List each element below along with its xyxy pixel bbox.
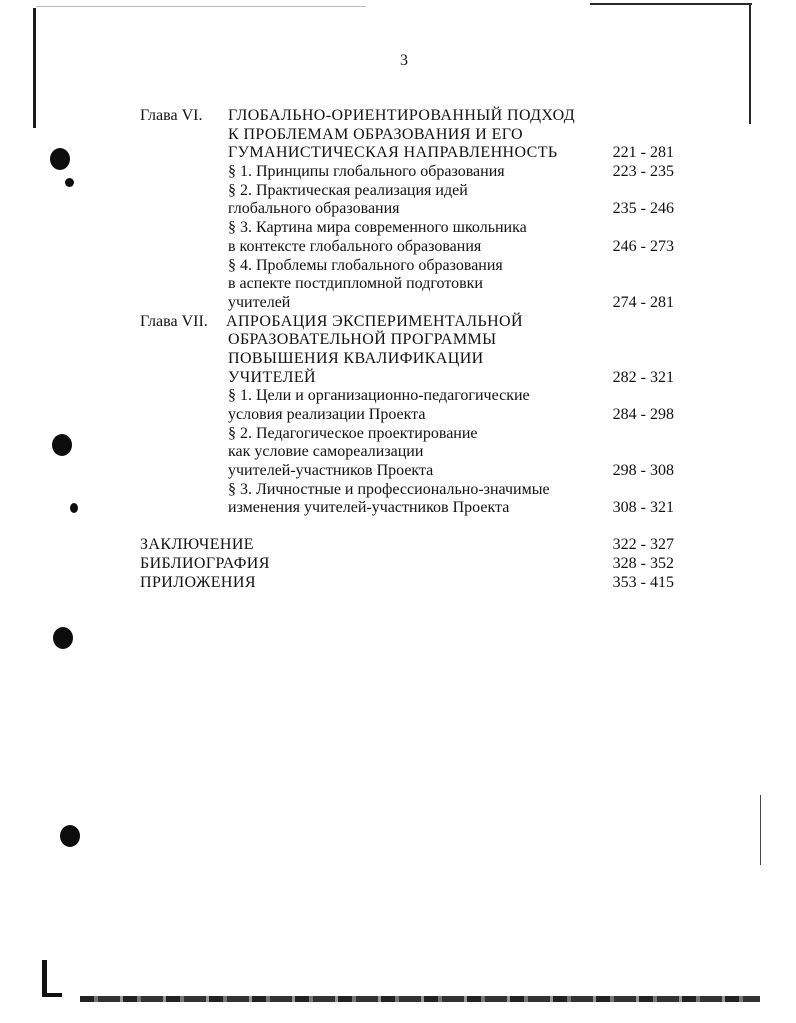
chapter-6-title-row-2 (140, 126, 680, 145)
chapter-6-title-line-2: К ПРОБЛЕМАМ ОБРАЗОВАНИЯ И ЕГО (228, 125, 523, 143)
chapter-7-title-line-4: УЧИТЕЛЕЙ (228, 368, 316, 386)
back-matter-entry (140, 555, 680, 574)
punch-hole-4 (60, 825, 80, 847)
scan-edge-left (33, 8, 36, 128)
section-pages: 223 - 235 (612, 163, 674, 181)
chapter-7-title-row-3 (140, 350, 680, 369)
chapter-6-label: Глава VI. (140, 107, 203, 124)
punch-hole-2 (52, 434, 72, 456)
chapter-7-title-row-2 (140, 331, 680, 350)
section-pages: 298 - 308 (612, 462, 674, 480)
scan-edge-top (36, 6, 366, 7)
toc-section-continuation (140, 294, 680, 313)
section-pages: 246 - 273 (612, 237, 674, 255)
scan-corner-bottom-left (42, 960, 47, 996)
toc-section-continuation (140, 406, 680, 425)
scan-edge-right (749, 4, 751, 124)
section-line: § 3. Картина мира современного школьника (228, 219, 527, 237)
back-matter-pages: 328 - 352 (612, 554, 674, 572)
back-matter-pages: 322 - 327 (612, 536, 674, 554)
section-pages: 284 - 298 (612, 406, 674, 423)
chapter-7-label: Глава VII. (140, 312, 208, 330)
page-number: 3 (400, 52, 408, 69)
section-pages: 274 - 281 (612, 293, 674, 311)
section-line: § 3. Личностные и профессионально-значимые (228, 480, 550, 498)
section-line: как условие самореализации (228, 443, 424, 461)
toc-section-continuation (140, 462, 680, 481)
scan-bottom-strip (80, 996, 760, 1002)
section-line: в контексте глобального образования (228, 237, 482, 255)
section-line: условия реализации Проекта (228, 406, 426, 423)
punch-mark-2 (70, 503, 78, 513)
toc-section (140, 257, 680, 276)
chapter-7-title-line-1: АПРОБАЦИЯ ЭКСПЕРИМЕНТАЛЬНОЙ (226, 312, 523, 330)
chapter-6-title-row-3 (140, 144, 680, 163)
toc-section-continuation (140, 443, 680, 462)
punch-mark-1 (65, 178, 74, 187)
punch-hole-1 (50, 148, 70, 170)
toc-section (140, 481, 680, 500)
scan-corner-bottom-left-foot (42, 993, 62, 997)
back-matter-title: ЗАКЛЮЧЕНИЕ (140, 536, 254, 554)
chapter-7-title-row-4 (140, 369, 680, 388)
section-line: § 4. Проблемы глобального образования (228, 256, 503, 274)
chapter-7-heading (140, 313, 680, 332)
section-pages: 235 - 246 (612, 200, 674, 218)
section-line: § 2. Практическая реализация идей (228, 181, 468, 199)
toc-section (140, 387, 680, 406)
toc-section (140, 425, 680, 444)
section-line: учителей (228, 293, 291, 311)
chapter-6-title-line-1: ГЛОБАЛЬНО-ОРИЕНТИРОВАННЫЙ ПОДХОД (228, 107, 576, 124)
toc-section (140, 182, 680, 201)
back-matter-entry (140, 574, 680, 593)
section-line: § 2. Педагогическое проектирование (228, 424, 478, 442)
punch-hole-3 (53, 627, 73, 649)
section-line: учителей-участников Проекта (228, 462, 434, 480)
chapter-7-title-line-2: ОБРАЗОВАТЕЛЬНОЙ ПРОГРАММЫ (228, 331, 497, 349)
section-pages: 308 - 321 (612, 499, 674, 517)
back-matter-title: БИБЛИОГРАФИЯ (140, 554, 270, 572)
section-line: § 1. Цели и организационно-педагогические (228, 387, 530, 405)
chapter-7-pages: 282 - 321 (612, 368, 674, 386)
section-line: изменения учителей-участников Проекта (228, 499, 510, 517)
scan-edge-top-right (590, 3, 752, 5)
chapter-6-title-line-3: ГУМАНИСТИЧЕСКАЯ НАПРАВЛЕННОСТЬ (228, 144, 558, 162)
section-line: § 1. Принципы глобального образования (228, 163, 505, 181)
back-matter-title: ПРИЛОЖЕНИЯ (140, 573, 256, 591)
back-matter-entry (140, 536, 680, 555)
chapter-7-title-line-3: ПОВЫШЕНИЯ КВАЛИФИКАЦИИ (228, 349, 484, 367)
section-line: в аспекте постдипломной подготовки (228, 275, 483, 293)
section-line: глобального образования (228, 200, 400, 218)
table-of-contents (140, 107, 680, 592)
chapter-6-heading (140, 107, 680, 126)
toc-section-continuation (140, 275, 680, 294)
toc-section-continuation (140, 499, 680, 518)
scan-edge-right-lower (760, 795, 761, 865)
toc-section (140, 219, 680, 238)
chapter-6-pages: 221 - 281 (612, 144, 674, 162)
back-matter-pages: 353 - 415 (612, 573, 674, 591)
toc-section (140, 163, 680, 182)
spacer (140, 518, 680, 536)
toc-section-continuation (140, 238, 680, 257)
toc-section-continuation (140, 200, 680, 219)
